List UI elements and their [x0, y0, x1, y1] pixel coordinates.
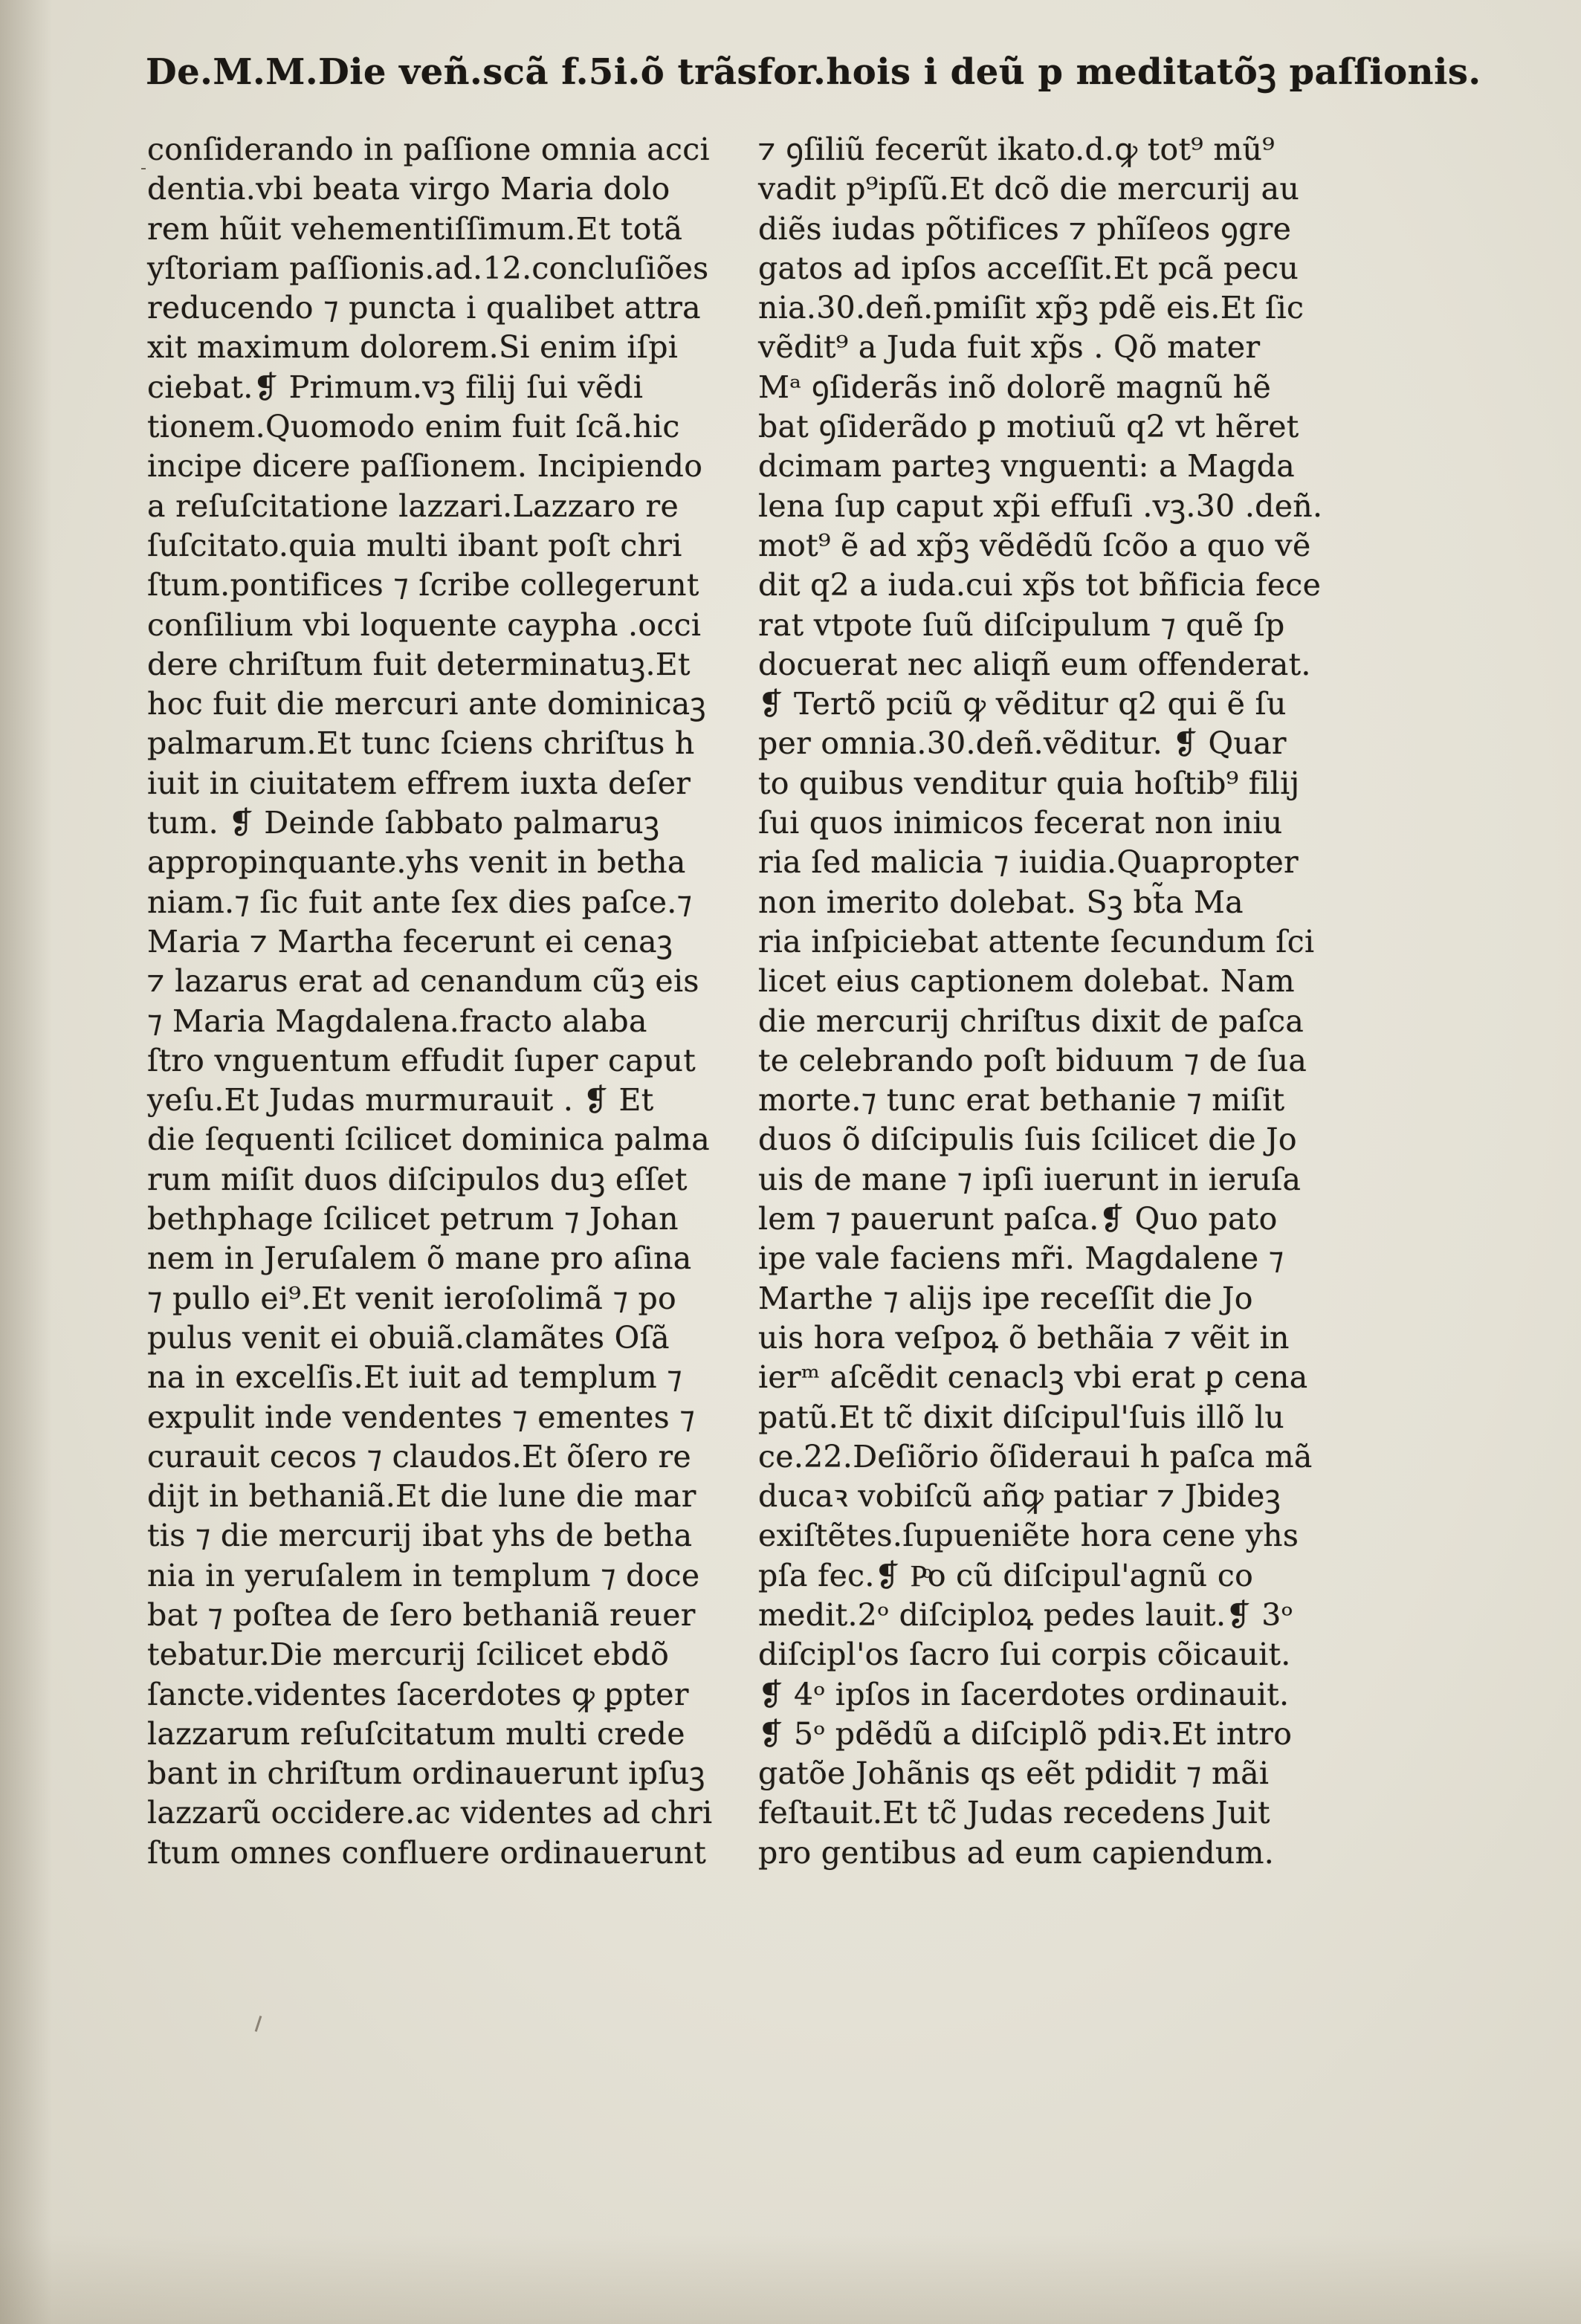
text-line: vadit p⁹ipſũ.Et dcõ die mercurij au — [758, 171, 1300, 207]
text-line: nia in yeruſalem in templum ⁊ doce — [147, 1557, 700, 1593]
text-line: a reſuſcitatione lazzari.Lazzaro re — [147, 488, 679, 524]
text-line: ria inſpiciebat attente ſecundum ſci — [758, 923, 1315, 959]
text-line: reducendo ⁊ puncta i qualibet attra — [147, 290, 701, 326]
text-line: rum miſit duos diſcipulos duꝫ eſſet — [147, 1161, 688, 1197]
text-line: to quibus venditur quia hoſtib⁹ filij — [758, 765, 1300, 801]
text-line: rat vtpote ſuũ diſcipulum ⁊ quẽ ſp — [758, 606, 1285, 643]
text-line: bant in chriſtum ordinauerunt ipſuꝫ — [147, 1755, 705, 1792]
text-line: tis ⁊ die mercurij ibat yhs de betha — [147, 1518, 693, 1554]
text-line: yeſu.Et Judas murmurauit . ❡ Et — [147, 1082, 654, 1119]
text-line: Mᵃ ꝯſiderãs inõ dolorẽ magnũ hẽ — [758, 369, 1272, 405]
text-line: ⁊ lazarus erat ad cenandum cũꝫ eis — [147, 963, 699, 1000]
text-line: expulit inde vendentes ⁊ ementes ⁊ — [147, 1399, 696, 1435]
text-line: hoc fuit die mercuri ante dominicaꝫ — [147, 686, 706, 722]
text-line: incipe dicere paſſionem. Incipiendo — [147, 448, 703, 485]
text-line: ⁊ Maria Magdalena.fracto alaba — [147, 1003, 647, 1039]
text-line: ce.22.Deſiõrio õſideraui h paſca mã — [758, 1438, 1313, 1475]
text-column-left — [147, 130, 734, 1873]
text-line: patũ.Et tc̃ dixit diſcipul'ſuis illõ lu — [758, 1399, 1284, 1435]
text-line: dcimam parteꝫ vnguenti: a Magda — [758, 448, 1296, 485]
text-line: ſui quos inimicos fecerat non iniu — [758, 805, 1283, 841]
text-line: tum. ❡ Deinde ſabbato palmaruꝫ — [147, 805, 660, 841]
text-line: ſancte.videntes ſacerdotes ꝙ ꝑpter — [147, 1676, 689, 1712]
text-line: te celebrando poſt biduum ⁊ de ſua — [758, 1042, 1307, 1078]
text-line: ſtro vnguentum effudit ſuper caput — [147, 1042, 696, 1078]
text-line: dentia.vbi beata virgo Maria dolo — [147, 171, 670, 207]
text-line: non imerito dolebat. Sꝫ bt̃a Ma — [758, 884, 1244, 920]
margin-ink-fleck — [255, 2016, 262, 2032]
margin-ink-mark — [141, 168, 146, 169]
text-line: ⁊ pullo ei⁹.Et venit ieroſolimã ⁊ po — [147, 1280, 676, 1316]
text-line: lena ſup caput xp̃i effuſi .vꝫ.30 .deñ. — [758, 488, 1323, 524]
text-line: gatõe Johãnis qs eẽt pdidit ⁊ mãi — [758, 1755, 1270, 1792]
text-line: vẽdit⁹ a Juda fuit xp̃s . Qõ mater — [758, 329, 1261, 366]
text-line: bethphage ſcilicet petrum ⁊ Johan — [147, 1201, 679, 1237]
text-line: diẽs iudas põtifices ⁊ phĩſeos ꝯgre — [758, 210, 1292, 247]
text-line: ducaꝛ vobiſcũ añꝙ patiar ⁊ Jbideꝫ — [758, 1478, 1281, 1515]
text-line: dit q2 a iuda.cui xp̃s tot bñficia fece — [758, 567, 1322, 603]
text-line: conſiderando in paſſione omnia acci — [147, 132, 710, 167]
text-line: conſilium vbi loquente caypha .occi — [147, 606, 702, 643]
text-line: Maria ⁊ Martha fecerunt ei cenaꝫ — [147, 923, 673, 959]
text-column-right — [758, 130, 1353, 1873]
text-line: curauit cecos ⁊ claudos.Et õſero re — [147, 1438, 691, 1475]
binding-gutter-shadow — [0, 0, 52, 2324]
text-line: ❡ Tertõ pciũ ꝙ vẽditur q2 qui ẽ ſu — [758, 686, 1287, 722]
text-line: rem hũit vehementiſſimum.Et totã — [147, 210, 683, 247]
text-line: medit.2ᵒ diſciploꝝ pedes lauit.❡ 3ᵒ — [758, 1596, 1293, 1633]
text-line: ria ſed malicia ⁊ iuidia.Quapropter — [758, 844, 1299, 881]
text-line: yſtoriam paſſionis.ad.12.concluſiões — [147, 250, 709, 286]
text-line: Marthe ⁊ alijs ipe receſſit die Jo — [758, 1280, 1253, 1316]
text-line: bat ⁊ poſtea de ſero bethaniã reuer — [147, 1596, 696, 1633]
text-line: uis hora veſpoꝝ õ bethãia ⁊ vẽit in — [758, 1319, 1290, 1356]
text-line: ſtum.pontifices ⁊ ſcribe collegerunt — [147, 567, 699, 603]
text-line: ipe vale faciens mr̃i. Magdalene ⁊ — [758, 1240, 1284, 1277]
text-line: feſtauit.Et tc̃ Judas recedens Juit — [758, 1795, 1270, 1831]
text-line: ❡ 5ᵒ pdẽdũ a diſciplõ pdiꝛ.Et intro — [758, 1715, 1293, 1752]
text-line: xit maximum dolorem.Si enim iſpi — [147, 329, 679, 366]
text-line: na in excelſis.Et iuit ad templum ⁊ — [147, 1359, 682, 1396]
text-line: tebatur.Die mercurij ſcilicet ebdõ — [147, 1637, 670, 1673]
text-line: nia.30.deñ.pmiſit xp̃ꝫ pdẽ eis.Et ſic — [758, 290, 1304, 326]
text-line: pulus venit ei obuiã.clamãtes Oſã — [147, 1319, 670, 1356]
text-line: uis de mane ⁊ ipſi iuerunt in ieruſa — [758, 1161, 1302, 1197]
text-line: duos õ diſcipulis ſuis ſcilicet die Jo — [758, 1121, 1297, 1158]
text-line: per omnia.30.deñ.vẽditur. ❡ Quar — [758, 725, 1287, 762]
page-edge-shade — [0, 2235, 1581, 2324]
text-line: niam.⁊ ſic fuit ante ſex dies paſce.⁊ — [147, 884, 693, 920]
running-head: De.M.M.Die veñ.scã f.5i.õ trãsfor.hois i deũ p meditatõꝫ paſſionis. — [146, 51, 1481, 93]
text-line: morte.⁊ tunc erat bethanie ⁊ miſit — [758, 1082, 1285, 1119]
text-line: lem ⁊ pauerunt paſca.❡ Quo pato — [758, 1201, 1278, 1237]
text-line: bat ꝯſiderãdo ꝑ motiuũ q2 vt hẽret — [758, 409, 1299, 445]
text-line: exiſtẽtes.ſupueniẽte hora cene yhs — [758, 1518, 1299, 1554]
text-line: nem in Jeruſalem õ mane pro aſina — [147, 1240, 692, 1277]
text-line: dijt in bethaniã.Et die lune die mar — [147, 1478, 696, 1515]
text-line: ierᵐ aſcẽdit cenaclꝫ vbi erat ꝑ cena — [758, 1359, 1308, 1396]
text-line: dere chriſtum fuit determinatuꝫ.Et — [147, 646, 691, 682]
text-line: mot⁹ ẽ ad xp̃ꝫ vẽdẽdũ ſcõo a quo vẽ — [758, 527, 1311, 563]
text-line: die ſequenti ſcilicet dominica palma — [147, 1121, 711, 1158]
text-line: licet eius captionem dolebat. Nam — [758, 963, 1295, 1000]
text-line: ſtum omnes confluere ordinauerunt — [147, 1834, 707, 1871]
text-line: palmarum.Et tunc ſciens chriſtus h — [147, 725, 695, 762]
text-line: docuerat nec aliqñ eum offenderat. — [758, 646, 1311, 682]
text-line: pro gentibus ad eum capiendum. — [758, 1834, 1275, 1871]
text-line: die mercurij chriſtus dixit de paſca — [758, 1003, 1304, 1039]
text-line: lazzarum reſuſcitatum multi crede — [147, 1715, 685, 1752]
text-line: ciebat.❡ Primum.vꝫ filij ſui vẽdi — [147, 369, 644, 405]
text-line: iuit in ciuitatem effrem iuxta deſer — [147, 765, 691, 801]
text-line: pſa fec.❡ Pͦo cũ diſcipul'agnũ co — [758, 1557, 1254, 1593]
text-line: ❡ 4ᵒ ipſos in ſacerdotes ordinauit. — [758, 1676, 1290, 1712]
text-line: gatos ad ipſos acceſſit.Et pcã pecu — [758, 250, 1299, 286]
text-line: ⁊ ꝯſiliũ fecerũt ikato.d.ꝙ tot⁹ mũ⁹ — [758, 132, 1275, 167]
text-line: appropinquante.yhs venit in betha — [147, 844, 686, 881]
text-line: tionem.Quomodo enim fuit ſcã.hic — [147, 409, 680, 445]
text-line: ſuſcitato.quia multi ibant poſt chri — [147, 527, 682, 563]
text-line: diſcipl'os ſacro ſui corpis cõicauit. — [758, 1637, 1291, 1673]
text-line: lazzarũ occidere.ac videntes ad chri — [147, 1795, 713, 1831]
